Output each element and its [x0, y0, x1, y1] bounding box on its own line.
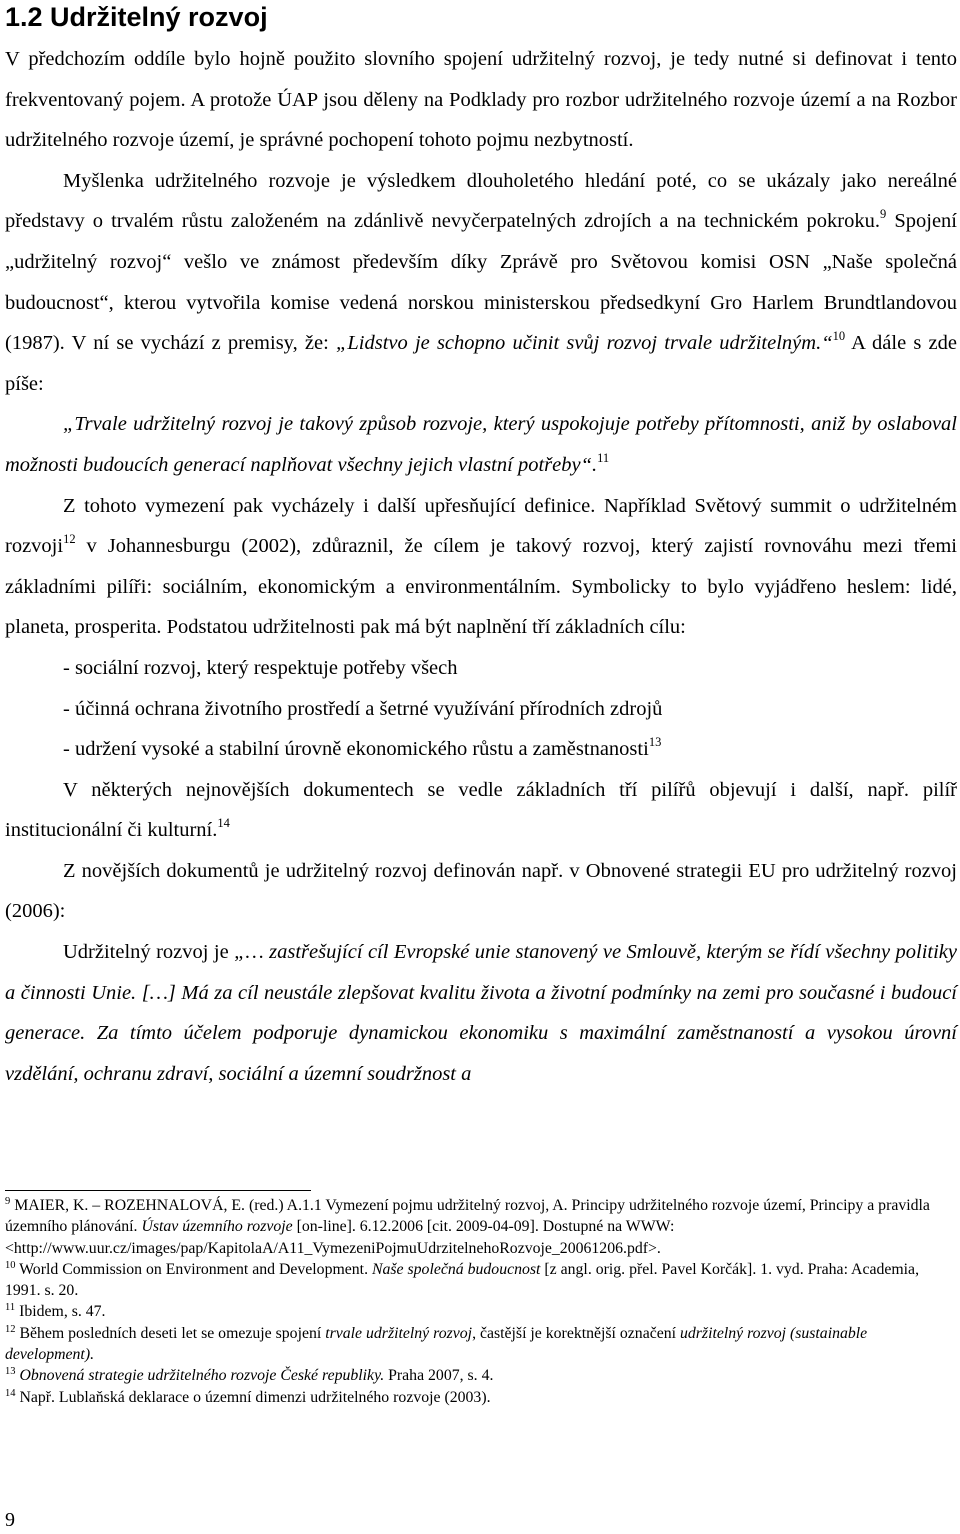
footnote-13: [5, 1365, 945, 1386]
list-item: - sociální rozvoj, který respektuje potřeby všech: [63, 656, 458, 679]
footnotes: [5, 1195, 945, 1408]
footnote-number: 10: [5, 1259, 16, 1271]
footnote-text: Praha 2007, s. 4.: [384, 1367, 494, 1385]
quote-lidstvo: „Lidstvo je schopno učinit svůj rozvoj trvale udržitelným.“: [336, 332, 833, 355]
quote-eu-definition: „… zastřešující cíl Evropské unie stanovený ve Smlouvě, kterým se řídí všechny politiky a činnosti Unie. […] Má za cíl neustále zlepšovat kvalitu života a životní podmínky na zemi pro současné i budoucí generace. Za tímto účelem podporuje dynamickou ekonomiku s maximální zaměstnaností a vysokou úrovní vzdělání, ochranu zdraví, sociální a územní soudržnost a: [5, 941, 957, 1085]
paragraph-idea-text-b: Spojení „udržitelný rozvoj“ vešlo ve známost především díky Zprávě pro Světovou komisi OSN „Naše společná budoucnost“, kterou vytvořila komise vedená norskou ministerskou předsedkyní Gro Harlem Brundtlandovou (1987). V ní se vychází z premisy, že:: [5, 210, 957, 355]
footnote-number: 14: [5, 1387, 16, 1399]
footnote-ref-10[interactable]: 10: [832, 329, 846, 344]
footnote-number: 11: [5, 1302, 16, 1314]
footnote-text: MAIER, K. – ROZEHNALOVÁ, E. (red.) A.1.1 Vymezení pojmu udržitelný rozvoj, A. Principy udržitelného rozvoje území, Principy a pravidla územního plánování.: [5, 1197, 930, 1236]
paragraph-eu-definition: [5, 932, 957, 1094]
footnote-italic: Naše společná budoucnost: [371, 1260, 541, 1278]
paragraph-idea: [5, 161, 957, 405]
footnote-text: World Commission on Environment and Development.: [15, 1260, 372, 1278]
paragraph-idea-text-a: Myšlenka udržitelného rozvoje je výsledkem dlouholetého hledání poté, co se ukázaly jako nereálné představy o trvalém růstu založeném na zdánlivě nevyčerpatelných zdrojích a na technickém pokroku.: [5, 169, 957, 233]
footnote-ref-14[interactable]: 14: [217, 816, 230, 831]
footnote-italic: udržitelný rozvoj (sustainable development).: [5, 1324, 868, 1364]
footnote-italic: Ústav územního rozvoje: [141, 1218, 293, 1236]
list-item: [63, 729, 957, 770]
footnote-separator: [5, 1190, 311, 1191]
quote-definition: „Trvale udržitelný rozvoj je takový způsob rozvoje, který uspokojuje potřeby přítomnosti, aniž by oslaboval možnosti budoucích generací naplňovat všechny jejich vlastní potřeby“.: [5, 413, 957, 476]
paragraph-eu-strategy: Z novějších dokumentů je udržitelný rozvoj definován např. v Obnovené strategii EU pro udržitelný rozvoj (2006):: [5, 859, 957, 923]
footnote-text: [on-line]. 6.12.2006 [cit. 2009-04-09]. Dostupné na WWW: <http://www.uur.cz/images/pap/KapitolaA/A11_VymezeniPojmuUdrzitelnehoRozvoje_20061206.pdf>.: [5, 1218, 675, 1257]
footnote-number: 12: [5, 1323, 16, 1335]
footnote-text: [z angl. orig. přel. Pavel Korčák]. 1. vyd. Praha: Academia, 1991. s. 20.: [5, 1260, 920, 1300]
list-item-text: - udržení vysoké a stabilní úrovně ekonomického růstu a zaměstnanosti: [63, 738, 649, 761]
paragraph-pillars: [5, 770, 957, 851]
footnote-12: [5, 1323, 945, 1366]
paragraph-summit-text-b: v Johannesburgu (2002), zdůraznil, že cílem je takový rozvoj, který zajistí rovnováhu mezi třemi základními pilíři: sociálním, ekonomickým a environmentálním. Symbolicky to bylo vyjádřeno heslem: lidé, planeta, prosperita. Podstatou udržitelnosti pak má být naplnění tří základních cílu:: [5, 535, 957, 639]
body-text: [5, 39, 957, 1094]
paragraph-summit-text-a: Z tohoto vymezení pak vycházely i další upřesňující definice. Například Světový summit o udržitelném rozvoji: [5, 494, 957, 558]
goals-list: [5, 648, 957, 770]
footnote-text: Během posledních deseti let se omezuje spojení: [15, 1324, 326, 1342]
paragraph-definition: [5, 404, 957, 485]
footnote-9: [5, 1195, 945, 1259]
footnote-number: 9: [5, 1196, 11, 1207]
footnote-number: 13: [5, 1366, 16, 1378]
footnote-ref-9[interactable]: 9: [880, 207, 887, 222]
footnote-ref-12[interactable]: 12: [63, 532, 76, 547]
footnote-ref-13[interactable]: 13: [648, 735, 662, 750]
list-item: - účinná ochrana životního prostředí a šetrné využívání přírodních zdrojů: [63, 697, 663, 720]
footnote-11: [5, 1301, 945, 1322]
paragraph-idea-text-c: A dále s zde píše:: [5, 332, 957, 395]
footnote-italic: trvale udržitelný rozvoj: [325, 1324, 473, 1342]
paragraph-eu-definition-text: Udržitelný rozvoj je: [63, 941, 235, 964]
footnote-text: Např. Lublaňská deklarace o územní dimenzi udržitelného rozvoje (2003).: [15, 1388, 491, 1406]
footnote-text: , častější je korektnější označení: [472, 1324, 680, 1342]
section-heading: 1.2 Udržitelný rozvoj: [5, 2, 268, 32]
footnote-italic: Obnovená strategie udržitelného rozvoje České republiky.: [15, 1367, 385, 1385]
footnote-14: [5, 1387, 945, 1408]
paragraph-pillars-text: V některých nejnovějších dokumentech se vedle základních tří pilířů objevují i další, např. pilíř institucionální či kulturní.: [5, 778, 957, 842]
page-number: 9: [5, 1509, 15, 1531]
paragraph-summit: [5, 486, 957, 648]
footnote-10: [5, 1259, 945, 1302]
paragraph-intro: V předchozím oddíle bylo hojně použito slovního spojení udržitelný rozvoj, je tedy nutné si definovat i tento frekventovaný pojem. A protože ÚAP jsou děleny na Podklady pro rozbor udržitelného rozvoje území a na Rozbor udržitelného rozvoje území, je správné pochopení tohoto pojmu nezbytností.: [5, 48, 957, 152]
footnote-ref-11[interactable]: 11: [597, 450, 610, 465]
footnote-text: Ibidem, s. 47.: [15, 1303, 106, 1321]
